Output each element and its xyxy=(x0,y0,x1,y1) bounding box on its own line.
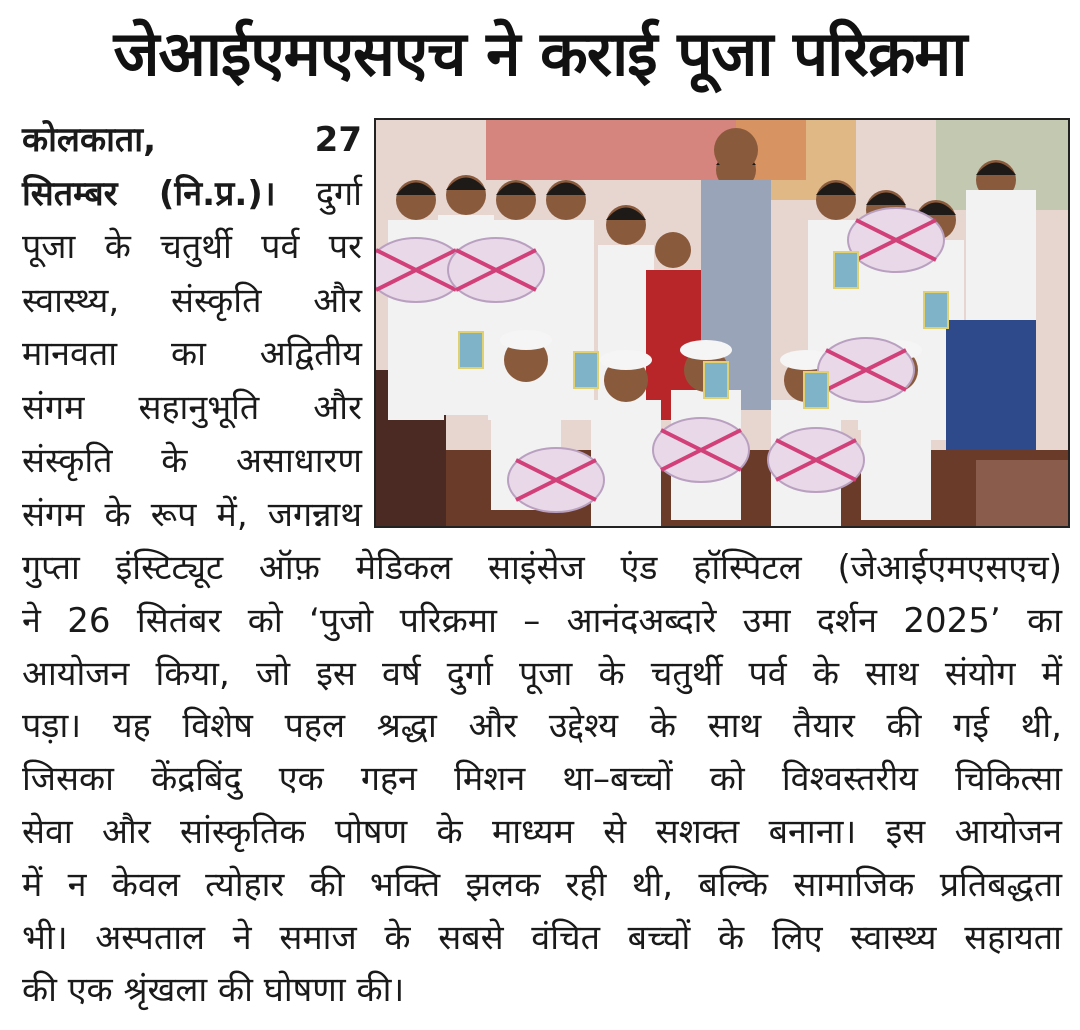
body-line-4: पड़ा। यह विशेष पहल श्रद्धा और उद्देश्य के साथ तैयार की गई थी, xyxy=(22,706,1062,747)
booklet xyxy=(574,352,598,388)
news-photo xyxy=(374,118,1070,528)
body-line-3: आयोजन किया, जो इस वर्ष दुर्गा पूजा के चतुर्थी पर्व के साथ संयोग में xyxy=(22,653,1062,694)
intro-line-3: पूजा के चतुर्थी पर्व पर xyxy=(22,227,362,267)
dateline-line-1: कोलकाता, 27 xyxy=(22,120,362,160)
group-photo-illustration xyxy=(376,120,1068,526)
booklet xyxy=(704,362,728,398)
man-head xyxy=(714,128,758,172)
dateline-part-2: सितम्बर (नि.प्र.)। xyxy=(22,173,276,214)
body-line-1: गुप्ता इंस्टिट्यूट ऑफ़ मेडिकल साइंसेज एंड हॉस्पिटल (जेआईएमएसएच) xyxy=(22,548,1062,588)
woman-saree xyxy=(946,320,1036,450)
kid-cap xyxy=(600,350,652,370)
intro-line-5: मानवता का अद्वितीय xyxy=(22,334,362,374)
booklet xyxy=(804,372,828,408)
body-line-8: भी। अस्पताल ने समाज के सबसे वंचित बच्चों के लिए स्वास्थ्य सहायता xyxy=(22,917,1062,958)
intro-line-6: संगम सहानुभूति और xyxy=(22,387,362,428)
booklet xyxy=(834,252,858,288)
kid-cap xyxy=(500,330,552,350)
booklet xyxy=(459,332,483,368)
intro-line-8: संगम के रूप में, जगन्नाथ xyxy=(22,494,362,535)
kid-cap xyxy=(680,340,732,360)
intro-line-4: स्वास्थ्य, संस्कृति और xyxy=(22,280,362,321)
intro-line-2: सितम्बर (नि.प्र.)। दुर्गा xyxy=(22,173,362,214)
kid-body xyxy=(591,400,661,526)
body-line-6: सेवा और सांस्कृतिक पोषण के माध्यम से सशक्त बनाना। इस आयोजन xyxy=(22,811,1062,852)
kid-body xyxy=(861,390,931,520)
headline: जेआईएमएसएच ने कराई पूजा परिक्रमा xyxy=(113,17,967,90)
photo-chair-right xyxy=(976,460,1068,526)
girl-head xyxy=(655,232,691,268)
intro-line-7: संस्कृति के असाधारण xyxy=(22,441,362,481)
body-line-2: ने 26 सितंबर को ‘पुजो परिक्रमा – आनंदअब्दारे उमा दर्शन 2025’ का xyxy=(22,600,1062,641)
body-line-7: में न केवल त्योहार की भक्ति झलक रही थी, बल्कि सामाजिक प्रतिबद्धता xyxy=(22,864,1062,905)
body-line-5: जिसका केंद्रबिंदु एक गहन मिशन था–बच्चों को विश्वस्तरीय चिकित्सा xyxy=(22,759,1062,800)
body-line-9: की एक श्रृंखला की घोषणा की। xyxy=(22,970,405,1011)
booklet xyxy=(924,292,948,328)
article-body xyxy=(22,542,1062,1017)
intro-column xyxy=(22,114,362,542)
